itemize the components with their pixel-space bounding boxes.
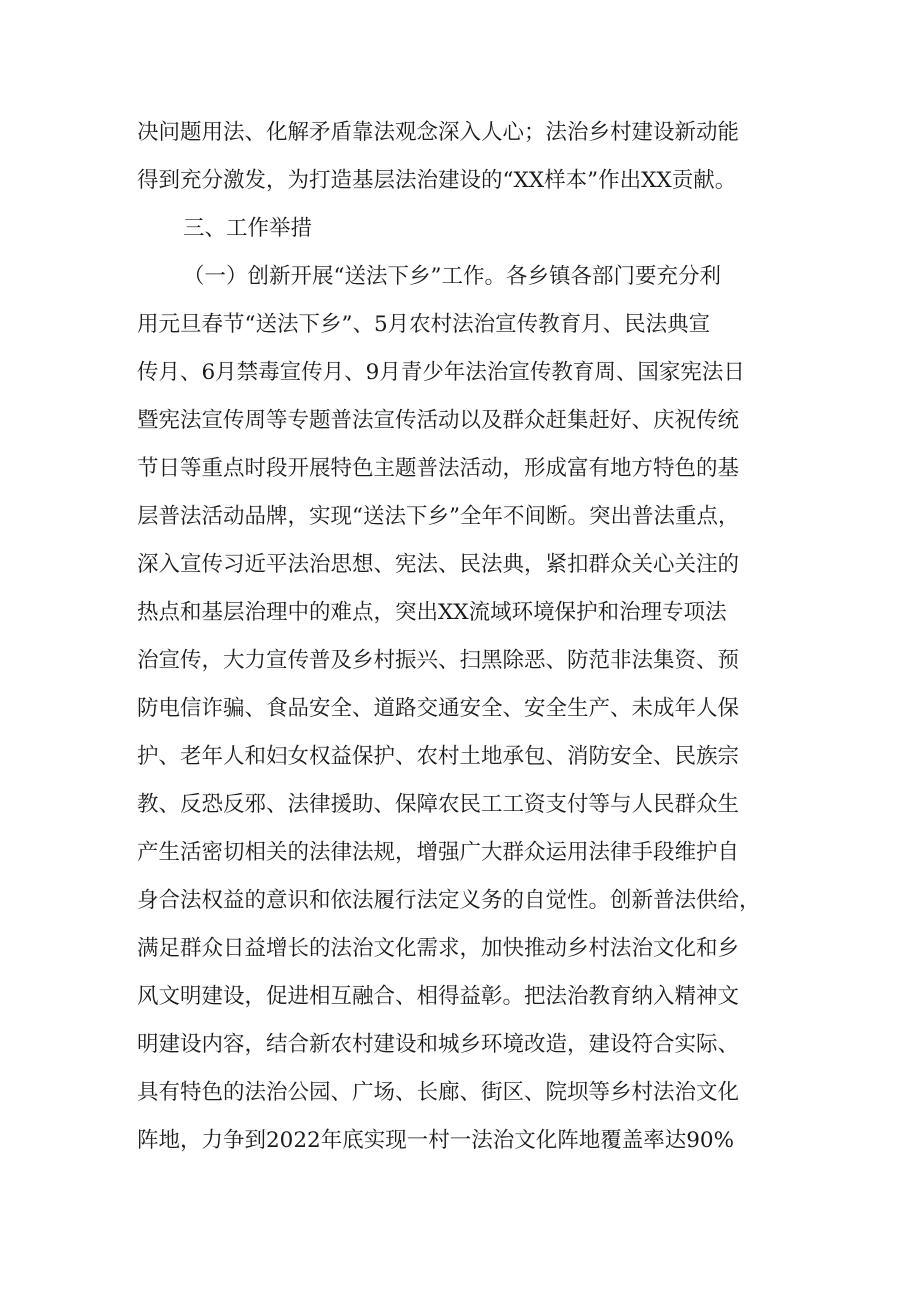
section-heading xyxy=(0,209,920,249)
text-line-11-content: 热点和基层治理中的难点，突出XX流域环境保护和治理专项法 xyxy=(137,600,727,625)
text-line-19-content: 风文明建设，促进相互融合、相得益彰。把法治教育纳入精神文 xyxy=(137,984,740,1009)
text-line-6-content: 传月、6月禁毒宣传月、9月青少年法治宣传教育周、国家宪法日 xyxy=(137,360,745,385)
text-line-8 xyxy=(0,449,920,489)
text-line-13-content: 防电信诈骗、食品安全、道路交通安全、安全生产、未成年人保 xyxy=(137,696,740,721)
text-line-22-content: 阵地，力争到2022年底实现一村一法治文化阵地覆盖率达90% xyxy=(137,1128,735,1153)
text-line-16 xyxy=(0,833,920,873)
text-line-14-content: 护、老年人和妇女权益保护、农村土地承包、消防安全、民族宗 xyxy=(137,744,740,769)
text-line-4 xyxy=(0,257,920,297)
text-line-8-content: 节日等重点时段开展特色主题普法活动，形成富有地方特色的基 xyxy=(137,456,740,481)
text-line-10-content: 深入宣传习近平法治思想、宪法、民法典，紧扣群众关心关注的 xyxy=(137,552,740,577)
text-line-4-content: （一）创新开展“送法下乡”工作。各乡镇各部门要充分利 xyxy=(183,264,721,289)
text-line-14 xyxy=(0,737,920,777)
text-line-13 xyxy=(0,689,920,729)
text-line-21 xyxy=(0,1073,920,1113)
text-line-1-content: 决问题用法、化解矛盾靠法观念深入人心；法治乡村建设新动能 xyxy=(137,120,740,145)
text-line-22 xyxy=(0,1121,920,1161)
text-line-15 xyxy=(0,785,920,825)
text-line-18 xyxy=(0,929,920,969)
text-line-10 xyxy=(0,545,920,585)
text-line-1 xyxy=(0,113,920,153)
text-line-2-content: 得到充分激发，为打造基层法治建设的“XX样本”作出XX贡献。 xyxy=(137,168,737,193)
text-line-19 xyxy=(0,977,920,1017)
section-heading-text: 三、工作举措 xyxy=(183,216,313,241)
text-line-11 xyxy=(0,593,920,633)
text-line-16-content: 产生活密切相关的法律法规，增强广大群众运用法律手段维护自 xyxy=(137,840,740,865)
text-line-12 xyxy=(0,641,920,681)
text-line-7 xyxy=(0,401,920,441)
text-line-15-content: 教、反恐反邪、法律援助、保障农民工工资支付等与人民群众生 xyxy=(137,792,740,817)
text-line-20 xyxy=(0,1025,920,1065)
text-line-20-content: 明建设内容，结合新农村建设和城乡环境改造，建设符合实际、 xyxy=(137,1032,740,1057)
text-line-17-content: 身合法权益的意识和依法履行法定义务的自觉性。创新普法供给， xyxy=(137,888,761,913)
text-line-5-content: 用元旦春节“送法下乡”、5月农村法治宣传教育月、民法典宣 xyxy=(137,312,711,337)
text-line-6 xyxy=(0,353,920,393)
text-line-12-content: 治宣传，大力宣传普及乡村振兴、扫黑除恶、防范非法集资、预 xyxy=(137,648,740,673)
text-line-9-content: 层普法活动品牌，实现“送法下乡”全年不间断。突出普法重点， xyxy=(137,504,740,529)
text-line-2 xyxy=(0,161,920,201)
text-line-7-content: 暨宪法宣传周等专题普法宣传活动以及群众赶集赶好、庆祝传统 xyxy=(137,408,740,433)
text-line-21-content: 具有特色的法治公园、广场、长廊、街区、院坝等乡村法治文化 xyxy=(137,1080,740,1105)
text-line-5 xyxy=(0,305,920,345)
text-line-9 xyxy=(0,497,920,537)
text-line-18-content: 满足群众日益增长的法治文化需求，加快推动乡村法治文化和乡 xyxy=(137,936,740,961)
text-line-17 xyxy=(0,881,920,921)
